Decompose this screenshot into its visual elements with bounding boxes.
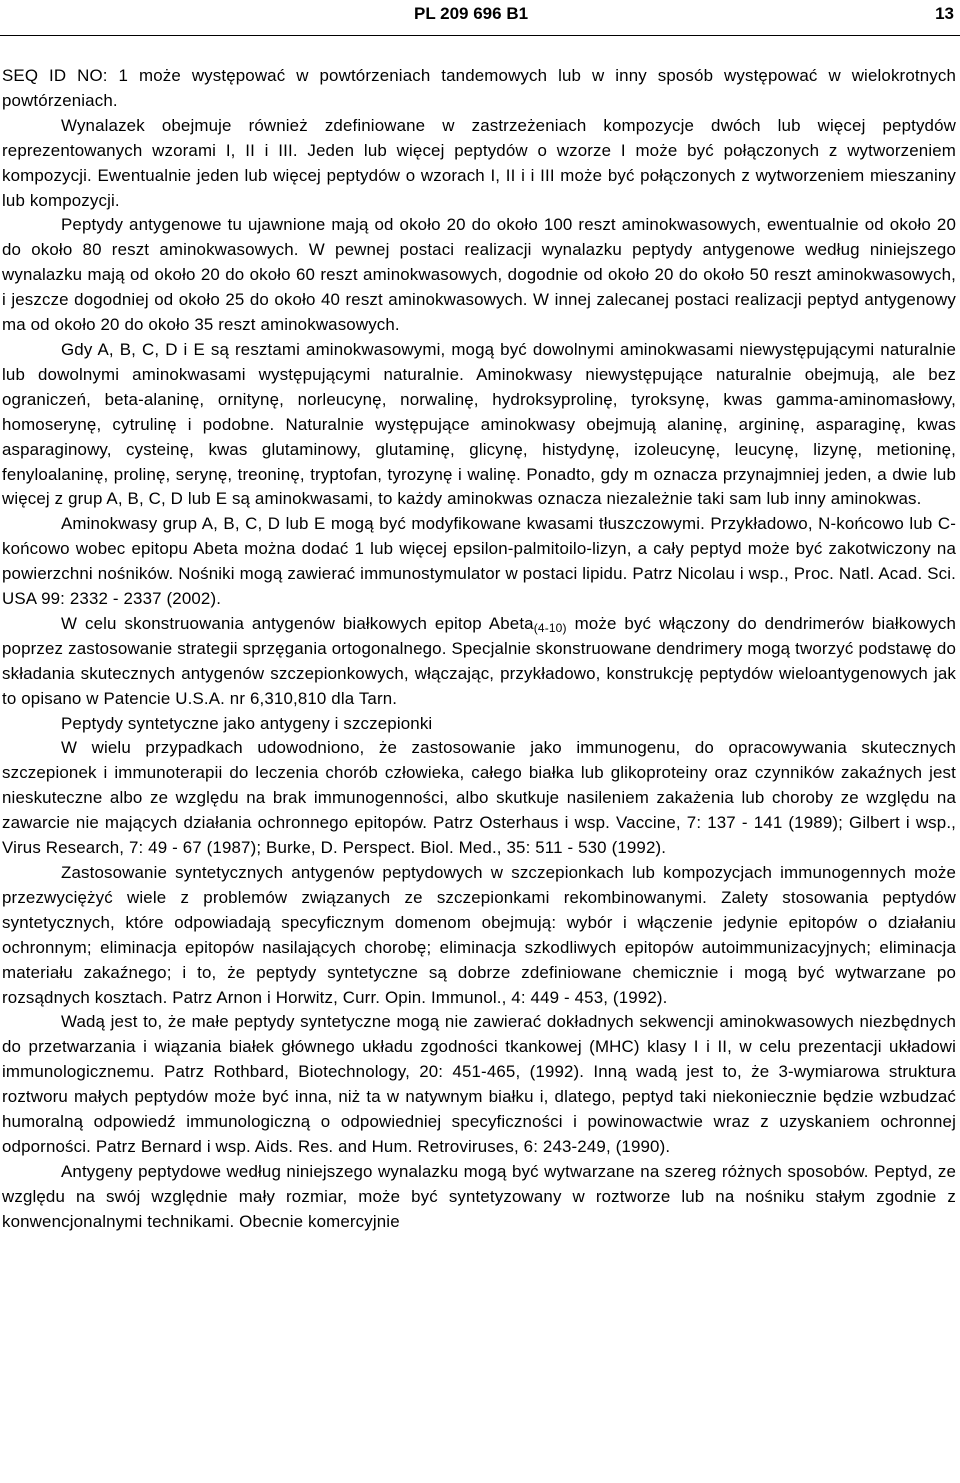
page-number: 13 <box>935 4 954 23</box>
header-rule <box>0 35 960 36</box>
subscript: (4-10) <box>533 620 567 635</box>
paragraph <box>2 612 956 712</box>
paragraph: Wadą jest to, że małe peptydy syntetyczne mogą nie zawierać dokładnych sekwencji aminokwasowych niezbędnych do przetwarzania i wiązania białek głównego układu zgodności tkankowej (MHC) klasy I i II, w celu prezentacji układowi immunologicznemu. Patrz Rothbard, Biotechnology, 20: 451-465, (1992). Inną wadą jest to, że 3-wymiarowa struktura roztworu małych peptydów może być inna, niż ta w natywnym białku i, dlatego, peptyd taki niekoniecznie będzie wzbudzać humoralną odpowiedź immunologiczną o odpowiedniej specyficzności i powinowactwie wraz z uzyskaniem ochronnej odporności. Patrz Bernard i wsp. Aids. Res. and Hum. Retroviruses, 6: 243-249, (1990). <box>2 1012 956 1156</box>
patent-number: PL 209 696 B1 <box>414 4 529 23</box>
page-header <box>0 4 960 26</box>
paragraph: Gdy A, B, C, D i E są resztami aminokwasowymi, mogą być dowolnymi aminokwasami niewystępującymi naturalnie lub dowolnymi aminokwasami występującymi naturalnie. Aminokwasy niewystępujące naturalnie obejmują, ale bez ograniczeń, beta-alaninę, ornitynę, norleucynę, norwalinę, hydroksyprolinę, tyroksynę, kwas gamma-aminomasłowy, homoserynę, cytrulinę i podobne. Naturalnie występujące aminokwasy obejmują alaninę, argininę, asparaginę, kwas asparaginowy, cysteinę, kwas glutaminowy, glutaminę, glicynę, histydynę, izoleucynę, leucynę, lizynę, metioninę, fenyloalaninę, prolinę, serynę, treoninę, tryptofan, tyrozynę i walinę. Ponadto, gdy m oznacza przynajmniej jeden, a dwie lub więcej z grup A, B, C, D lub E są aminokwasami, to każdy aminokwas oznacza niezależnie taki sam lub inny aminokwas. <box>2 339 956 509</box>
paragraph: Zastosowanie syntetycznych antygenów peptydowych w szczepionkach lub kompozycjach immunogennych może przezwyciężyć wiele z problemów związanych ze szczepionkami rekombinowanymi. Zalety stosowania peptydów syntetycznych, które odpowiadają specyficznym domenom obejmują: wybór i włączenie jedynie epitopów o działaniu ochronnym; eliminacja epitopów nasilających chorobę; eliminacja szkodliwych epitopów autoimmunizacyjnych; eliminacja materiału zakaźnego; i to, że peptydy syntetyczne są dobrze zdefiniowane chemicznie i mogą być wytwarzane po rozsądnych kosztach. Patrz Arnon i Horwitz, Curr. Opin. Immunol., 4: 449 - 453, (1992). <box>2 863 956 1007</box>
paragraph: Wynalazek obejmuje również zdefiniowane w zastrzeżeniach kompozycje dwóch lub więcej peptydów reprezentowanych wzorami I, II i III. Jeden lub więcej peptydów o wzorze I może być połączonych z wytworzeniem kompozycji. Ewentualnie jeden lub więcej peptydów o wzorach I, II i i III może być połączonych z wytworzeniem mieszaniny lub kompozycji. <box>2 115 956 210</box>
paragraph: Antygeny peptydowe według niniejszego wynalazku mogą być wytwarzane na szereg różnych sposobów. Peptyd, ze względu na swój względnie mały rozmiar, może być syntetyzowany w roztworze lub na nośniku stałym zgodnie z konwencjonalnymi technikami. Obecnie komercyjnie <box>2 1161 956 1231</box>
paragraph-text: może być włączony do dendrimerów białkowych poprzez zastosowanie strategii sprzęgania ortogonalnego. Specjalnie skonstruowane dendrimery mogą tworzyć podstawę do składania skutecznych antygenów szczepionkowych, włączając, przykładowo, konstrukcję peptydów wieloantygenowych jak to opisano w Patencie U.S.A. nr 6,310,810 dla Tarn. <box>2 613 956 708</box>
paragraph: SEQ ID NO: 1 może występować w powtórzeniach tandemowych lub w inny sposób występować w wielokrotnych powtórzeniach. <box>2 66 956 110</box>
paragraph: W wielu przypadkach udowodniono, że zastosowanie jako immunogenu, do opracowywania skutecznych szczepionek i immunoterapii do leczenia chorób człowieka, całego białka lub glikoproteiny oraz czynników zakaźnych jest nieskuteczne albo ze względu na brak immunogenności, albo skutkuje nasileniem zakażenia lub choroby ze względu na zawarcie nie mających działania ochronnego epitopów. Patrz Osterhaus i wsp. Vaccine, 7: 137 - 141 (1989); Gilbert i wsp., Virus Research, 7: 49 - 67 (1987); Burke, D. Perspect. Biol. Med., 35: 511 - 530 (1992). <box>2 738 956 858</box>
document-body <box>2 64 956 1235</box>
paragraph: Aminokwasy grup A, B, C, D lub E mogą być modyfikowane kwasami tłuszczowymi. Przykładowo, N-końcowo lub C-końcowo wobec epitopu Abeta można dodać 1 lub więcej epsilon-palmitoilo-lizyn, a cały peptyd może być zakotwiczony na powierzchni nośników. Nośniki mogą zawierać immunostymulator w postaci lipidu. Patrz Nicolau i wsp., Proc. Natl. Acad. Sci. USA 99: 2332 - 2337 (2002). <box>2 514 956 609</box>
paragraph-text: W celu skonstruowania antygenów białkowych epitop Abeta <box>61 613 534 633</box>
paragraph: Peptydy antygenowe tu ujawnione mają od około 20 do około 100 reszt aminokwasowych, ewentualnie od około 20 do około 80 reszt aminokwasowych. W pewnej postaci realizacji wynalazku peptydy antygenowe według niniejszego wynalazku mają od około 20 do około 60 reszt aminokwasowych, dogodnie od około 20 do około 50 reszt aminokwasowych, i jeszcze dogodniej od około 25 do około 40 reszt aminokwasowych. W innej zalecanej postaci realizacji peptyd antygenowy ma od około 20 do około 35 reszt aminokwasowych. <box>2 215 956 335</box>
section-heading: Peptydy syntetyczne jako antygeny i szczepionki <box>61 713 433 733</box>
